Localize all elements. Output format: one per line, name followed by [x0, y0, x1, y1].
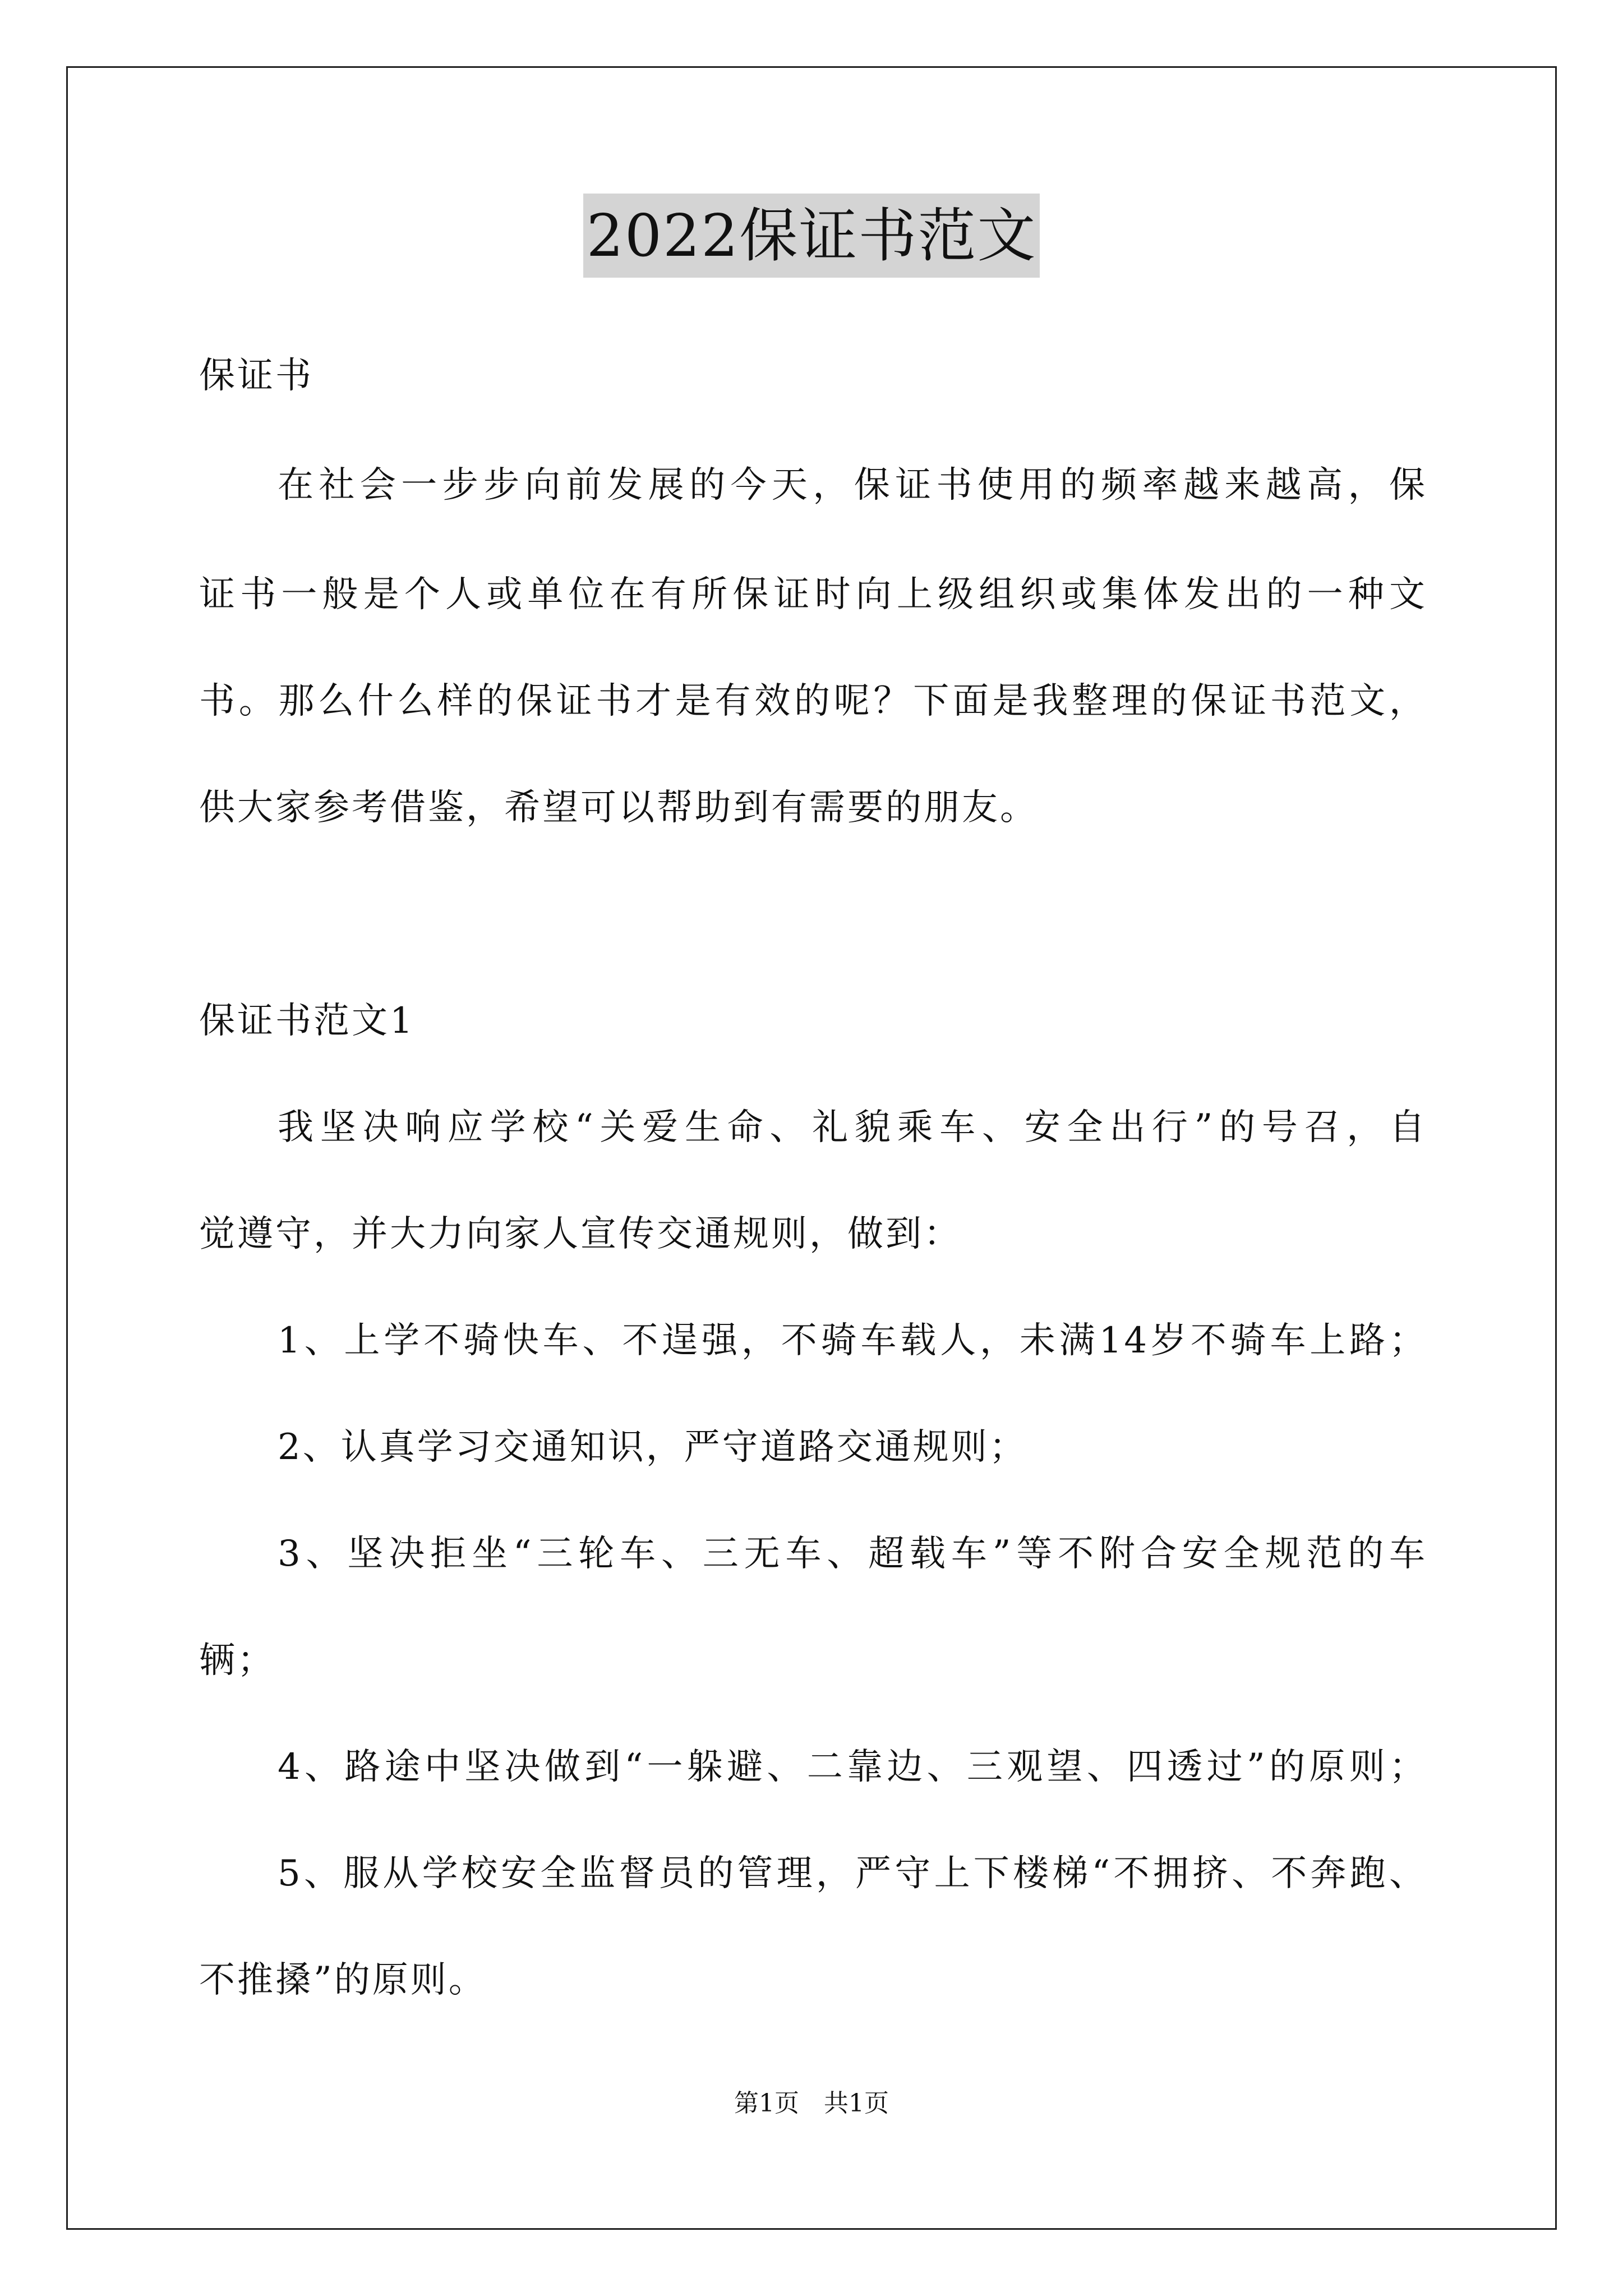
body-line-2: 觉遵守，并大力向家人宣传交通规则，做到：: [199, 1213, 962, 1255]
intro-line-2: 证书一般是个人或单位在有所保证时向上级组织或集体发出的一种文: [199, 574, 1427, 615]
item-3-continued: 辆；: [199, 1640, 275, 1681]
heading-guarantee: 保证书: [199, 355, 313, 397]
page-total: 共1页: [824, 2089, 889, 2118]
page-footer: [0, 2087, 1623, 2120]
document-title: 2022保证书范文: [583, 194, 1040, 278]
intro-line-4: 供大家参考借鉴，希望可以帮助到有需要的朋友。: [199, 787, 1038, 829]
intro-line-1: 在社会一步步向前发展的今天，保证书使用的频率越来越高，保: [278, 464, 1427, 506]
title-container: [0, 194, 1623, 278]
item-5-continued: 不推搡”的原则。: [199, 1959, 487, 2001]
page-number: 第1页: [734, 2089, 799, 2118]
item-2: 2、认真学习交通知识，严守道路交通规则；: [278, 1427, 1027, 1468]
section-heading-1: 保证书范文1: [199, 1000, 415, 1042]
item-4: 4、路途中坚决做到“一躲避、二靠边、三观望、四透过”的原则；: [278, 1746, 1427, 1788]
item-5: 5、服从学校安全监督员的管理，严守上下楼梯“不拥挤、不奔跑、: [278, 1853, 1427, 1894]
intro-line-3: 书。那么什么样的保证书才是有效的呢？下面是我整理的保证书范文，: [199, 680, 1427, 722]
item-1: 1、上学不骑快车、不逞强，不骑车载人，未满14岁不骑车上路；: [278, 1320, 1427, 1361]
body-line-1: 我坚决响应学校“关爱生命、礼貌乘车、安全出行”的号召，自: [278, 1107, 1427, 1148]
item-3: 3、坚决拒坐“三轮车、三无车、超载车”等不附合安全规范的车: [278, 1533, 1427, 1575]
